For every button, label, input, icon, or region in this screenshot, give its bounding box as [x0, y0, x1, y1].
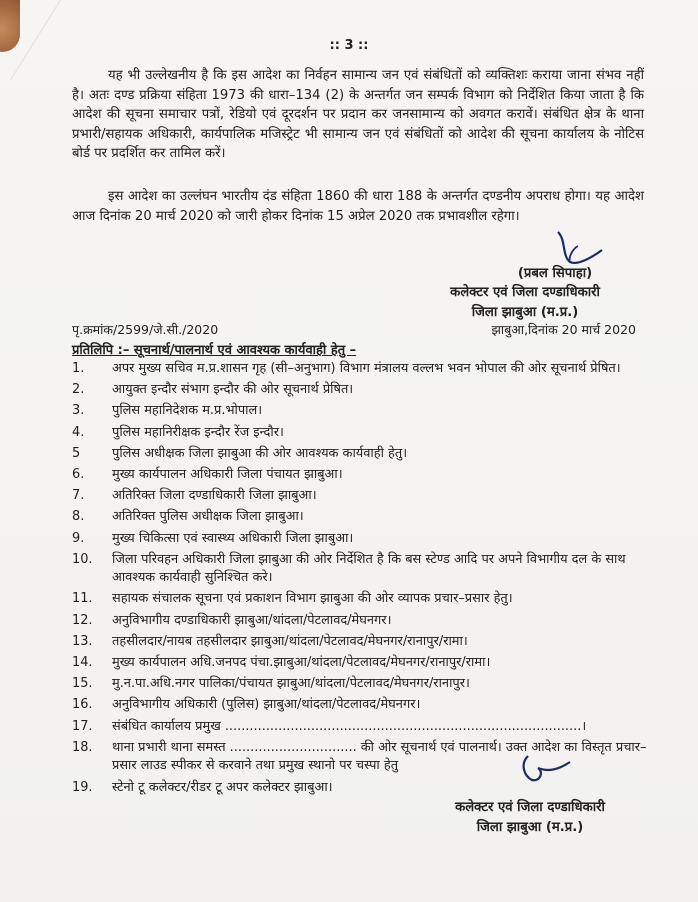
recipient-number: 9. — [72, 530, 85, 546]
signatory-block — [470, 264, 640, 284]
recipient-text: पुलिस अधीक्षक जिला झाबुआ की ओर आवश्यक कार्यवाही हेतु। — [112, 445, 408, 461]
page-number: :: 3 :: — [329, 38, 369, 53]
recipient-number: 8. — [72, 509, 85, 525]
recipient-number: 4. — [72, 424, 85, 440]
recipient-number: 12. — [72, 612, 93, 628]
recipient-text: अतिरिक्त पुलिस अधीक्षक जिला झाबुआ। — [112, 509, 304, 525]
recipient-list — [72, 360, 652, 800]
recipient-text: अपर मुख्य सचिव म.प्र.शासन गृह (सी–अनुभाग) विभाग मंत्रालय वल्लभ भवन भोपाल की ओर सूचनार्थ प्रेषित। — [112, 361, 621, 376]
signature-mark-bottom — [514, 748, 576, 788]
signatory-district: जिला झाबुआ (म.प्र.) — [471, 305, 579, 320]
recipient-text: मु.न.पा.अधि.नगर पालिका/पंचायत झाबुआ/थांदला/पेटलावद/मेघनगर/रानापुर। — [112, 676, 470, 692]
recipient-text: तहसीलदार/नायब तहसीलदार झाबुआ/थांदला/पेटलावद/मेघनगर/रानापुर/रामा। — [112, 633, 468, 649]
recipient-item — [72, 633, 652, 652]
signatory-name: (प्रबल सिपाहा) — [517, 266, 593, 281]
recipient-item — [72, 424, 652, 443]
recipient-item — [72, 445, 652, 464]
copy-heading-text: प्रतिलिपि :– सूचनार्थ/पालनार्थ एवं आवश्यक कार्यवाही हेतु – — [72, 343, 357, 358]
recipient-item — [72, 654, 652, 673]
recipient-text: अनुविभागीय दण्डाधिकारी झाबुआ/थांदला/पेटलावद/मेघनगर। — [112, 612, 392, 628]
recipient-text: मुख्य कार्यपालन अधि.जनपद पंचा.झाबुआ/थांदला/पेटलावद/मेघनगर/रानापुर/रामा। — [112, 655, 491, 671]
recipient-number: 6. — [72, 466, 85, 482]
recipient-number: 10. — [72, 551, 93, 567]
recipient-text: पुलिस महानिरीक्षक इन्दौर रेंज इन्दौर। — [112, 424, 284, 440]
recipient-item — [72, 675, 652, 694]
recipient-item — [72, 530, 652, 549]
recipient-text: संबंधित कार्यालय प्रमुख .......................................................................................। — [112, 718, 587, 734]
recipient-number: 16. — [72, 697, 93, 713]
copy-heading — [72, 340, 356, 358]
recipient-number: 2. — [72, 382, 85, 398]
recipient-item — [72, 551, 652, 588]
recipient-number: 7. — [72, 488, 85, 504]
reference-number: पृ.क्रमांक/2599/जे.सी./2020 — [72, 322, 219, 337]
signatory-designation-block — [400, 283, 650, 323]
recipient-number: 15. — [72, 676, 93, 692]
recipient-item — [72, 466, 652, 485]
recipient-text: पुलिस महानिदेशक म.प्र.भोपाल। — [112, 403, 263, 419]
recipient-number: 11. — [72, 591, 93, 607]
recipient-text: मुख्य चिकित्सा एवं स्वास्थ्य अधिकारी जिला झाबुआ। — [112, 530, 354, 546]
recipient-number: 1. — [72, 361, 85, 376]
recipient-text: अनुविभागीय अधिकारी (पुलिस) झाबुआ/थांदला/पेटलावद/मेघनगर। — [112, 697, 421, 713]
bottom-signatory-designation: कलेक्टर एवं जिला दण्डाधिकारी — [455, 800, 605, 815]
recipient-text: अतिरिक्त जिला दण्डाधिकारी जिला झाबुआ। — [112, 488, 317, 504]
bottom-signatory-district: जिला झाबुआ (म.प्र.) — [476, 820, 584, 835]
recipient-number: 3. — [72, 403, 85, 419]
recipient-item — [72, 402, 652, 421]
recipient-item — [72, 381, 652, 400]
recipient-number: 13. — [72, 633, 93, 649]
recipient-text: थाना प्रभारी थाना समस्त ............................... की ओर सूचनार्थ एवं पालनार्थ। उक्त आदेश का विस्तृत प्रचार–प्रसार लाउड स्पीकर से करवाने तथा प्रमुख स्थानो पर चस्पा हेतु — [112, 739, 647, 774]
reference-line — [72, 321, 644, 338]
recipient-item — [72, 590, 652, 609]
recipient-item — [72, 612, 652, 631]
recipient-number: 19. — [72, 779, 93, 795]
bottom-signatory-block — [405, 798, 655, 838]
recipient-item — [72, 696, 652, 715]
paragraph-2: इस आदेश का उल्लंघन भारतीय दंड संहिता 1860 की धारा 188 के अन्तर्गत दण्डनीय अपराध होगा। यह आदेश आज दिनांक 20 मार्च 2020 को जारी होकर दिनांक 15 अप्रेल 2020 तक प्रभावशील रहेगा। — [72, 189, 644, 224]
recipient-text: मुख्य कार्यपालन अधिकारी जिला पंचायत झाबुआ। — [112, 466, 343, 482]
reference-date: झाबुआ,दिनांक 20 मार्च 2020 — [491, 322, 636, 337]
recipient-number: 17. — [72, 718, 93, 734]
recipient-text: सहायक संचालक सूचना एवं प्रकाशन विभाग झाबुआ की ओर व्यापक प्रचार–प्रसार हेतु। — [112, 591, 513, 607]
signatory-designation: कलेक्टर एवं जिला दण्डाधिकारी — [450, 285, 600, 300]
recipient-item — [72, 487, 652, 506]
recipient-text: आयुक्त इन्दौर संभाग इन्दौर की ओर सूचनार्थ प्रेषित। — [112, 382, 354, 398]
recipient-text: स्टेनो टू कलेक्टर/रीडर टू अपर कलेक्टर झाबुआ। — [112, 779, 333, 795]
recipient-item — [72, 360, 652, 379]
recipient-text: जिला परिवहन अधिकारी जिला झाबुआ की ओर निर्देशित है कि बस स्टेण्ड आदि पर अपने विभागीय दल के साथ आवश्यक कार्यवाही सुनिश्चित करे। — [112, 551, 626, 586]
recipient-number: 5 — [72, 445, 81, 461]
recipient-item — [72, 508, 652, 527]
paragraph-1: यह भी उल्लेखनीय है कि इस आदेश का निर्वहन सामान्य जन एवं संबंधितों को व्यक्तिशः कराया जाना संभव नहीं है। अतः दण्ड प्रक्रिया संहिता 1973 की धारा–134 (2) के अन्तर्गत जन सम्पर्क विभाग को निर्देशित किया जाता है कि आदेश की सूचना समाचार पत्रों, रेडियो एवं दूरदर्शन पर प्रदान कर जनसामान्य को अवगत करावें। संबंधित क्षेत्र के थाना प्रभारी/सहायक अधिकारी, कार्यपालिक मजिस्ट्रेट भी सामान्य जन एवं संबंधितों को आदेश की सूचना कार्यालय के नोटिस बोर्ड पर प्रदर्शित कर तामिल करें। — [72, 68, 644, 161]
recipient-item — [72, 718, 652, 737]
recipient-number: 18. — [72, 739, 93, 755]
recipient-number: 14. — [72, 655, 93, 671]
